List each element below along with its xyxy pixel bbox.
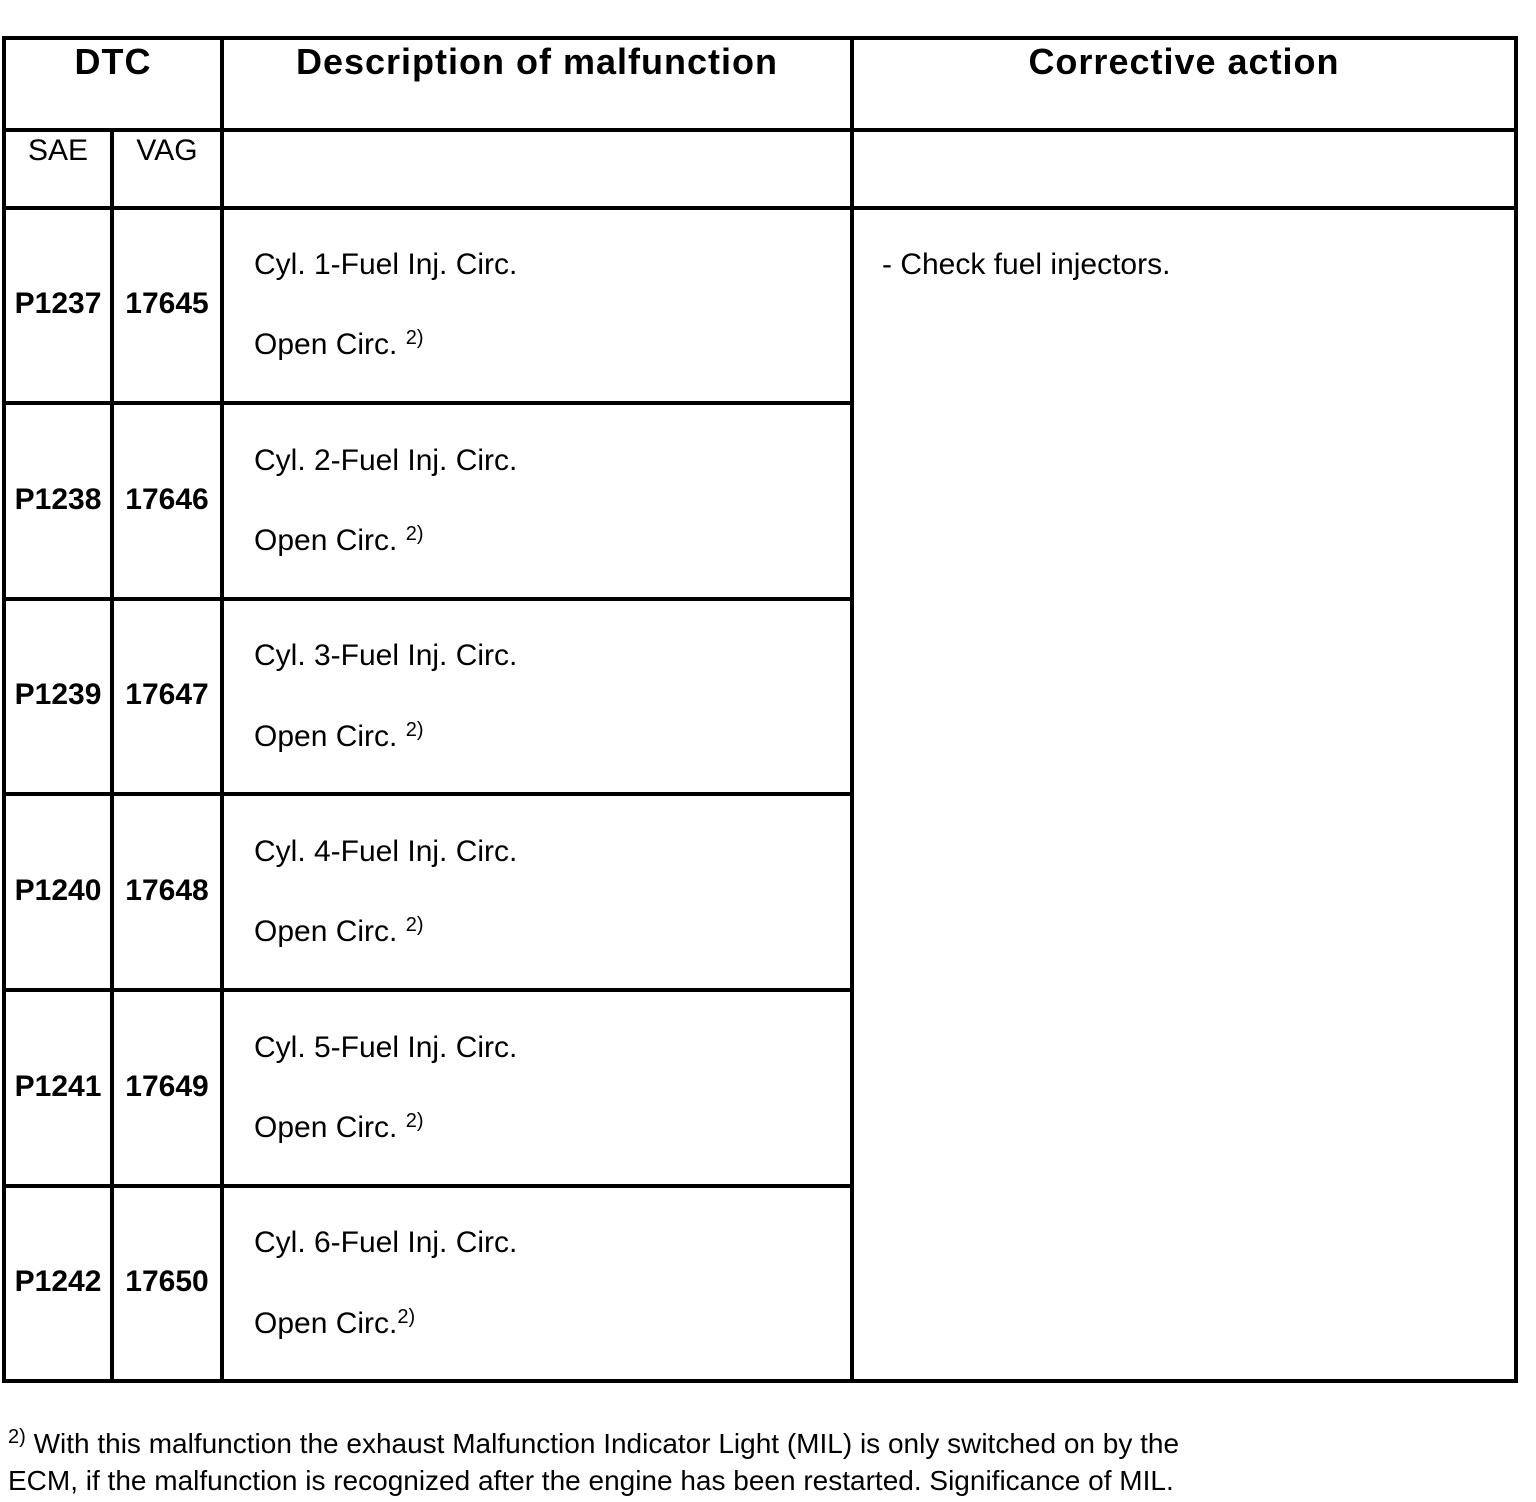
header-sae: SAE [27, 134, 89, 167]
dtc-vag-code: 17647 [125, 678, 209, 711]
footnote-ref: 2) [405, 327, 424, 349]
dtc-sae-code: P1239 [14, 678, 102, 711]
header-vag: VAG [136, 134, 198, 167]
table-border-bottom [2, 1379, 1518, 1383]
malfunction-description-line1: Cyl. 5-Fuel Inj. Circ. [254, 1031, 518, 1064]
row-divider [2, 792, 854, 796]
malfunction-description-line1: Cyl. 4-Fuel Inj. Circ. [254, 835, 518, 868]
dtc-sae-code: P1242 [14, 1265, 102, 1298]
table-border-right [1514, 36, 1518, 1383]
dtc-sae-code: P1237 [14, 287, 102, 320]
footnote-ref: 2) [405, 914, 424, 936]
dtc-vag-code: 17648 [125, 874, 209, 907]
footnote-ref: 2) [397, 1306, 416, 1328]
malfunction-description-line2: Open Circ. $^{2)}$ [254, 719, 424, 753]
header-description: Description of malfunction [295, 41, 778, 82]
table-header-divider [2, 128, 1518, 132]
row-divider [2, 597, 854, 601]
row-divider [2, 988, 854, 992]
header-corrective-action: Corrective action [1028, 41, 1340, 82]
corrective-action-text: - Check fuel injectors. [882, 248, 1171, 281]
malfunction-description-line1: Cyl. 3-Fuel Inj. Circ. [254, 639, 518, 672]
dtc-sae-code: P1240 [14, 874, 102, 907]
row-divider [2, 1184, 854, 1188]
table-border-top [2, 36, 1518, 40]
footnote-line1: $^{2)}$ With this malfunction the exhaust Malfunction Indicator Light (MIL) is only switched on by the [8, 1426, 1180, 1459]
malfunction-description-line1: Cyl. 2-Fuel Inj. Circ. [254, 444, 518, 477]
malfunction-description-line2: Open Circ. $^{2)}$ [254, 914, 424, 948]
footnote-ref: 2) [405, 719, 424, 741]
malfunction-description-line2: Open Circ. $^{2)}$ [254, 327, 424, 361]
description-action-divider [850, 36, 854, 1383]
row-divider [2, 401, 854, 405]
malfunction-description-line2: Open Circ.$^{2)}$ [254, 1306, 416, 1340]
footnote-ref: 2) [405, 523, 424, 545]
footnote-ref: 2) [405, 1110, 424, 1132]
dtc-sae-code: P1238 [14, 483, 102, 516]
dtc-vag-code: 17650 [125, 1265, 209, 1298]
malfunction-description-line1: Cyl. 1-Fuel Inj. Circ. [254, 248, 518, 281]
footnote-line2: ECM, if the malfunction is recognized after the engine has been restarted. Significance of MIL. [8, 1465, 1174, 1496]
malfunction-description-line2: Open Circ. $^{2)}$ [254, 523, 424, 557]
dtc-vag-code: 17645 [125, 287, 209, 320]
table-subheader-divider [2, 206, 1518, 210]
dtc-sae-code: P1241 [14, 1070, 102, 1103]
header-dtc: DTC [74, 41, 152, 82]
dtc-vag-code: 17649 [125, 1070, 209, 1103]
footnote-mark: 2) [8, 1426, 26, 1448]
dtc-description-divider [220, 36, 224, 1383]
malfunction-description-line2: Open Circ. $^{2)}$ [254, 1110, 424, 1144]
dtc-vag-code: 17646 [125, 483, 209, 516]
malfunction-description-line1: Cyl. 6-Fuel Inj. Circ. [254, 1226, 518, 1259]
